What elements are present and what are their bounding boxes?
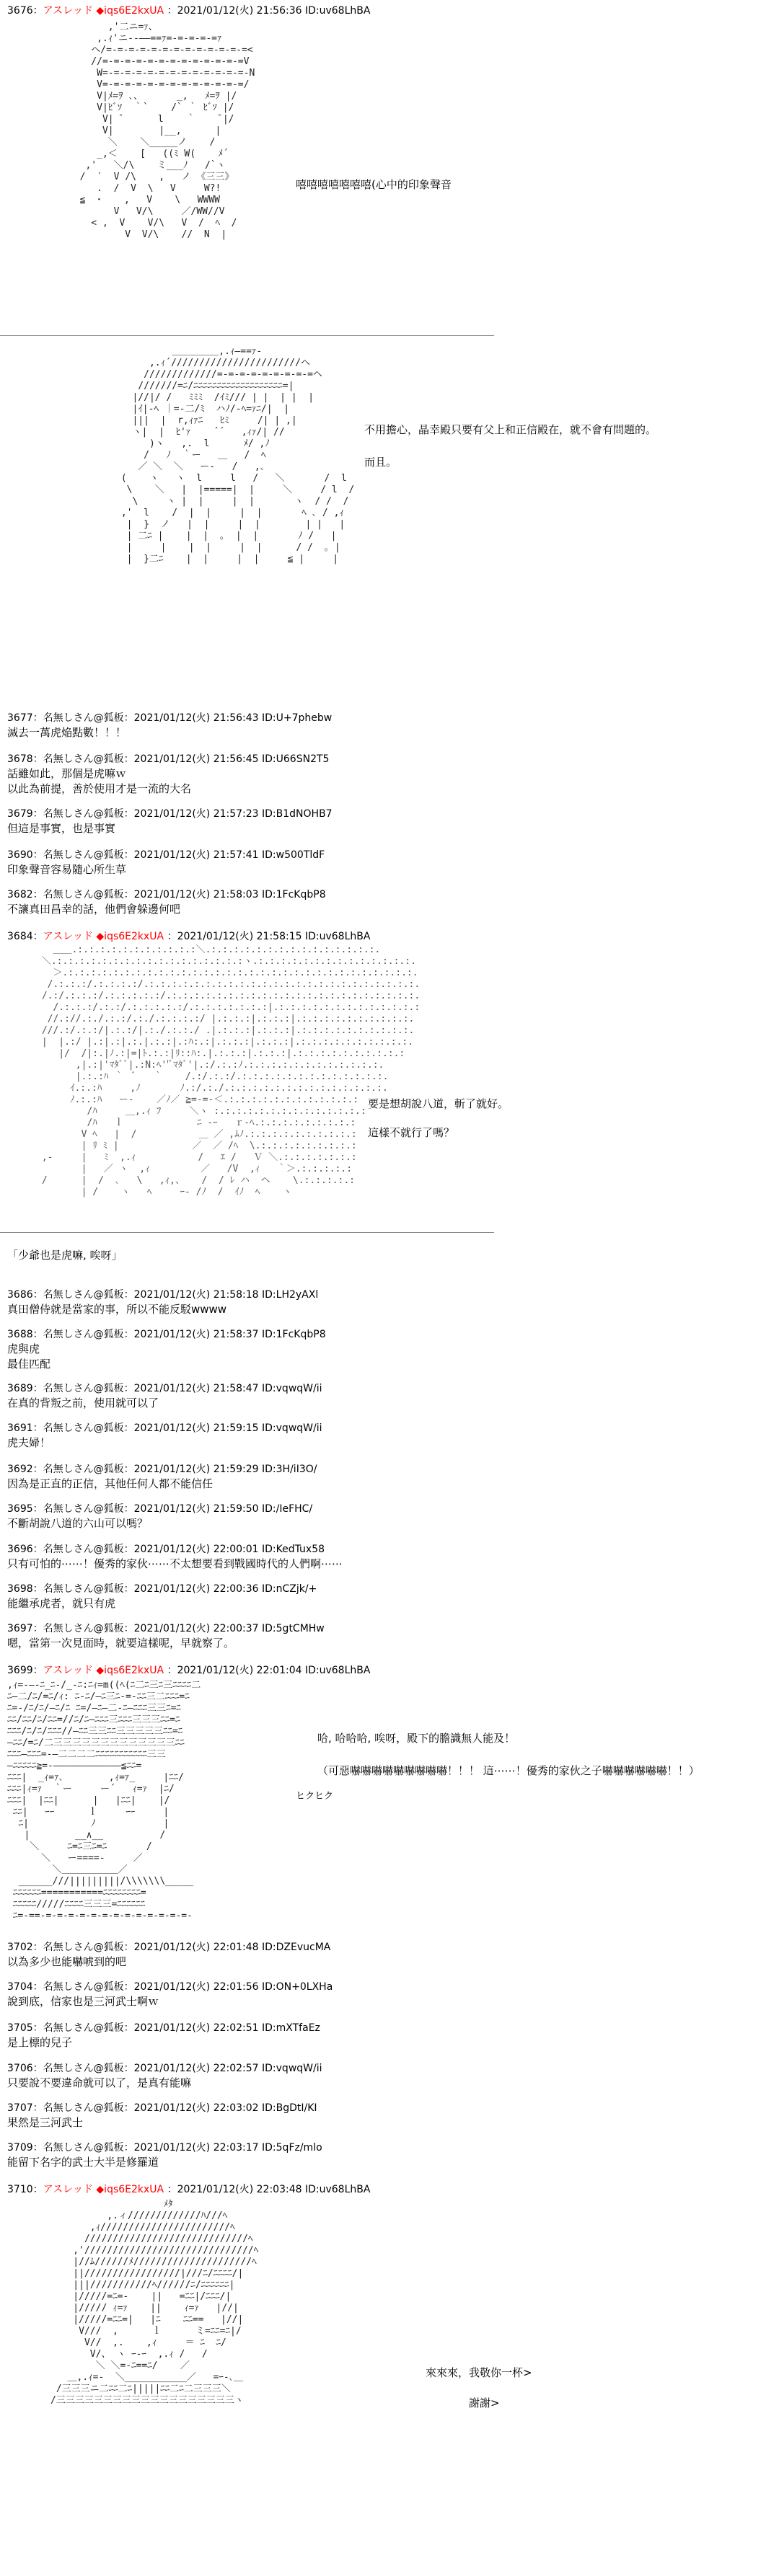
reply-3695	[7, 1501, 312, 1531]
post-line: 哈, 哈哈哈, 唉呀，殿下的膽識無人能及！	[317, 1732, 516, 1745]
reply-body: 真田僧侍就是當家的事，所以不能反駁wwww	[7, 1303, 227, 1316]
reply-header: 3695：名無しさん@狐板：2021/01/12(火) 21:59:50 ID:/IeFHC/	[7, 1503, 313, 1515]
reply-body: 但這是事實，也是事實	[7, 822, 116, 835]
reply-header: 3698：名無しさん@狐板：2021/01/12(火) 22:00:36 ID:nCZjk/+	[7, 1583, 317, 1595]
reply-body: 只要說不要違命就可以了，是真有能嘛	[7, 2076, 192, 2089]
reply-3697	[7, 1621, 325, 1650]
reply-body: 在真的背叛之前，使用就可以了	[7, 1397, 159, 1409]
reply-3679	[7, 806, 333, 836]
trip-code: ◆iqs6E2kxUA	[96, 931, 164, 942]
reply-3682	[7, 887, 326, 916]
post-line: 要是想胡說八道，斬了就好。	[368, 1097, 509, 1110]
post-number[interactable]: 3710	[7, 2184, 33, 2195]
post-header-3676: 3676：アスレッド ◆iqs6E2kxUA ：2021/01/12(火) 21:56:36 ID:uv68LhBA	[7, 5, 371, 17]
post-line: 來來來，我敬你一杯>	[426, 2366, 532, 2379]
reply-3706	[7, 2061, 322, 2090]
reply-header: 3691：名無しさん@狐板：2021/01/12(火) 21:59:15 ID:vqwqW/ii	[7, 1422, 322, 1434]
reply-header: 3702：名無しさん@狐板：2021/01/12(火) 22:01:48 ID:DZEvucMA	[7, 1942, 331, 1953]
reply-header: 3688：名無しさん@狐板：2021/01/12(火) 21:58:37 ID:1FcKqbP8	[7, 1329, 326, 1340]
reply-header: 3679：名無しさん@狐板：2021/01/12(火) 21:57:23 ID:B1dNOHB7	[7, 808, 333, 820]
reply-body: 不讓真田昌幸的話，他們會躲邊何吧	[7, 903, 181, 916]
reply-header: 3677：名無しさん@狐板：2021/01/12(火) 21:56:43 ID:U+7phebw	[7, 712, 333, 724]
post-line: 不用擔心，晶幸殿只要有父上和正信殿在，就不會有問題的。	[364, 423, 657, 436]
sound-effect: ヒクヒク	[296, 1791, 334, 1802]
reply-3691	[7, 1420, 322, 1450]
reply-3709	[7, 2140, 322, 2169]
reply-3689	[7, 1381, 322, 1410]
reply-body: 果然是三河武士	[7, 2116, 84, 2129]
reply-header: 3692：名無しさん@狐板：2021/01/12(火) 21:59:29 ID:3H/iI3O/	[7, 1464, 317, 1475]
reply-body: 虎與虎	[7, 1342, 40, 1355]
poster-name: アスレッド	[43, 2184, 93, 2195]
reply-header: 3709：名無しさん@狐板：2021/01/12(火) 22:03:17 ID:5qFz/mlo	[7, 2142, 322, 2154]
reply-header: 3707：名無しさん@狐板：2021/01/12(火) 22:03:02 ID:BgDtI/KI	[7, 2102, 317, 2114]
reply-header: 3690：名無しさん@狐板：2021/01/12(火) 21:57:41 ID:w500TldF	[7, 849, 325, 861]
post-meta: 2021/01/12(火) 22:03:48 ID:uv68LhBA	[177, 2184, 371, 2195]
reply-3677	[7, 710, 332, 740]
post-caption: 嘻嘻嘻嘻嘻嘻嘻(心中的印象聲音	[296, 178, 452, 191]
reply-header: 3704：名無しさん@狐板：2021/01/12(火) 22:01:56 ID:ON+0LXHa	[7, 1981, 333, 1993]
post-header-3684: 3684：アスレッド ◆iqs6E2kxUA ：2021/01/12(火) 21:58:15 ID:uv68LhBA	[7, 931, 371, 942]
reply-body: 滅去一萬虎焔點數！！！	[7, 726, 127, 739]
post-header-3710: 3710：アスレッド ◆iqs6E2kxUA ：2021/01/12(火) 22:03:48 ID:uv68LhBA	[7, 2184, 371, 2195]
reply-body: 虎夫婦！	[7, 1436, 51, 1449]
reply-3686	[7, 1287, 318, 1316]
ascii-art-character: ,'二ニ=ｧ、 ,.ｨ'ニ--――==ｧ=-=-=-=-=ｧ ヘ/=-=-=-=-=-=-=-=-=-=-=-=‐=< //=-=-=-=-=-=-=-=-=-=-=-=-=V W=-=-=-=-=-=-=-=-=-=-=-=-=-N V=-=-=-=-=-=-=-=-=-=-=-=-=/ V|ﾒ=ｦ ､、 _, ﾒ=ｦ |/ V|ﾋﾞｿ ｀` /` ｀ ﾋﾞｿ |/ V| ﾟ l ｀ ﾟ|/ V| |__, | ＼ ＼_____ノ / _,＜ [ ((ﾐ W( ﾒ´ ,' ＼/\ ミ___ﾉ /`ヽ / ′ V /\ , ノ 《三三》 . / V \ V W?! ≦ ･ , V \ WWWW V V/\ ／/WW//V < , V V/\ V / ﾍ / V V/\ // N |	[79, 22, 255, 240]
reply-body: 話雖如此，那個是虎嘛ｗ	[7, 767, 127, 780]
reply-body: 不斷胡說八道的六山可以嗎？	[7, 1517, 149, 1530]
reply-header: 3696：名無しさん@狐板：2021/01/12(火) 22:00:01 ID:KedTux58	[7, 1544, 325, 1555]
reply-body: 因為是正直的正信，其他任何人都不能信任	[7, 1477, 214, 1490]
reply-3702	[7, 1939, 330, 1969]
reply-header: 3678：名無しさん@狐板：2021/01/12(火) 21:56:45 ID:U66SN2T5	[7, 753, 330, 765]
post-header-3699: 3699：アスレッド ◆iqs6E2kxUA ：2021/01/12(火) 22:01:04 ID:uv68LhBA	[7, 1665, 371, 1676]
reply-3688	[7, 1327, 326, 1371]
post-meta: 2021/01/12(火) 22:01:04 ID:uv68LhBA	[177, 1665, 371, 1676]
poster-name: アスレッド	[43, 5, 93, 17]
reply-header: 3682：名無しさん@狐板：2021/01/12(火) 21:58:03 ID:1FcKqbP8	[7, 889, 326, 900]
reply-body: 是上標的兒子	[7, 2036, 73, 2049]
post-line: （可惡嚇嚇嚇嚇嚇嚇嚇嚇嚇！！！ 這⋯⋯！優秀的家伙之子嚇嚇嚇嚇嚇嚇！！）	[317, 1764, 700, 1777]
ascii-art-group: ＿＿＿＿＿,.ｨ―==ｧ- ,.ｨ´///////////////////////ヘ /////////////=-=-=-=-=-=-=-=-=ヘ ///////=ﾆ/ﾆﾆﾆﾆﾆﾆﾆﾆﾆﾆﾆﾆﾆﾆﾆﾆﾆﾆﾆ=| |//|/ / ﾐﾐﾐ /ｲﾐ/// | | | | | |ｲ|‐ﾍ ｜=‐二/ﾐ ハﾉ/‐ﾍ=ｧﾆ/| | ||| | r,ｨｧﾆ ﾋﾐ /| | ,| ヽ| | ﾋ'ｧ ´´ ,ｨｧ/| // )ヽ ,. l ﾒ/ ,ﾉ / ﾉ ｀ー ＿ / ﾍ ／ ＼ ＼ ー‐ / ,､ ( ヽ ヽ l l / ＼ / l \ ＼ | |=====| | ＼ / l / \ ヽ | | | | ヽ / / / ,' l / | | | | ﾍ ､ / ,ｨ | } ノ | | | | | | | | 二ﾆ | | | ｡ | | ﾉ / | | | | | | | / / ｡ | | }二ﾆ | | | | ≦ | |	[120, 346, 355, 565]
reply-header: 3706：名無しさん@狐板：2021/01/12(火) 22:02:57 ID:vqwqW/ii	[7, 2063, 322, 2074]
reply-header: 3705：名無しさん@狐板：2021/01/12(火) 22:02:51 ID:mXTfaEz	[7, 2022, 320, 2034]
poster-name: アスレッド	[43, 1665, 93, 1676]
reply-3690	[7, 847, 325, 877]
ascii-art-character: ﾒﾀ ,.ィ/////////////ﾊ///ﾍ ,ｨ///////////////////////ﾍ /////////////////////////////ﾍ ,'//////////////////////////////ﾍ |//ﾑ//////ﾒ/////////////////////ﾍ ||/////////////////|///ﾆ/ﾆﾆﾆﾆ/| |||///////////ﾍ//////ﾆ/ﾆﾆﾆﾆﾆﾆ| |/////=ﾆ=- || =ﾆﾆ|/ﾆﾆﾆ/| |///// ｨ=ｧ || ｨ=ｧ |//| |/////=ﾆﾆ=| |ﾆ ﾆﾆ== |//| V/// , ｌ ミ=ﾆﾆ=ﾆ|/ V// ,. ,ｨ ＝ ﾆ ﾆ/ V/、 ヽ ｰ-ｰ ,.ｨ / / ＼ ＼=‐ﾆ==ﾆ/ ／ ＿,.ｨ=- ＼___________／ =ｰ-､＿ /三三三ニ二ﾆﾆ二ﾆ|||||ﾆﾆ二ﾆ二三三三＼ /三三三三三三三三三三三三三三三三三三三ヽ	[50, 2199, 259, 2406]
ascii-art-character: ,ｨ=-―‐ﾆ_ﾆ-/_-ﾆ:ﾆｨ=m((ﾍ(ﾆ二ﾆ三ﾆ三ﾆﾆﾆﾆ二 ﾆ―二/ﾆ/=ﾆ/ｨ: ﾆ-ﾆ/―ﾆ三ﾆ‐=-ﾆﾆ三二ﾆﾆﾆ=ﾆ ﾆ=-/ﾆ/ﾆ/―ﾆ/ﾆ ﾆ=/―ﾆ―二-ﾆ―ﾆﾆﾆ三三ﾆ=ﾆ ﾆﾆ/ﾆﾆ/ﾆ/ﾆﾆ=//ﾆ/ﾆ―ﾆﾆﾆ三ﾆﾆﾆ三三三ﾆﾆ=ﾆ ﾆﾆﾆ/ﾆ/ﾆ/ﾆﾆﾆ//―ﾆﾆ三三ﾆﾆ三三三三三ﾆﾆ=ﾆ ―ﾆﾆ/=ﾆ/二三三三三三三三三三三三三三ﾆﾆ ﾆﾆﾆ―ﾆﾆﾆ=-―二二二二ﾆﾆﾆﾆﾆﾆﾆﾆﾆﾆﾆ三三 ―ﾆﾆﾆﾆﾆ≧=-――――――――――――≦ﾆﾆ= ﾆﾆﾆ| _ｨ=ｧ､ ,ｨ=ｧ_ |ﾆﾆ/ ﾆﾆﾆ|ｨ=ｧ ｀ー ー´ ｨ=ｧ |ﾆ/ ﾆﾆﾆ| |ﾆﾆ| | |ﾆﾆ| |/ ﾆﾆ| ｰｰ ｌ ｰｰ | ﾆ| ﾉ | | __∧__ / ＼ ﾆ=ﾆ三ﾆ=ﾆ / ＼ ー====‐ ／ ＼＿＿＿＿＿＿／ ______///|||||||||/\\\\\\\_____ ﾆﾆﾆﾆﾆﾆ===========ﾆﾆﾆﾆﾆﾆﾆﾆ= ﾆﾆﾆﾆﾆ/////ﾆﾆﾆﾆ三三三=ﾆﾆﾆﾆﾆﾆ ﾆ=-==-=-=-=-=-=-=-=-=-=-=-=-=-=-	[7, 1680, 201, 1921]
reply-body: 能留下名字的武士大半是修羅道	[7, 2156, 159, 2169]
reply-3692	[7, 1461, 317, 1491]
trip-code: ◆iqs6E2kxUA	[96, 1665, 164, 1676]
post-line: 而且。	[364, 456, 397, 469]
reply-body: 嗯，當第一次見面時，就要這樣呢，早就察了。	[7, 1637, 235, 1650]
reply-body: 印象聲音容易隨心所生草	[7, 863, 127, 876]
reply-body: 以此為前提，善於使用才是一流的大名	[7, 782, 192, 795]
ascii-art-character: ＿＿.:.:.:.:.:.:.:.:.:.:.:＼.:.:.:.:.:.:.:.:.:.:.:.:.:.:.:. ＼.:.:.:.:.:.:.:.:.:.:.:.:.:.:.:.:.:ヽ.:.:.:.:.:.:.:.:.:.:.:.:.:.:. ＞.:.:.:.:.:.:.:.:.:.:.:.:.:.:.:.:.:.:.:.:.:.:.:.:.:.:.:.:.:.:.:. /.:.:.:/.:.:.:.:/.:.:.:.:.:.:.:.:.:.:.:.:.:.:.:.:.:.:.:.:.:.:.:.:. /.:/.:.:.:/.:.:.:.:.:/.:.:.:.:.:.:.:.:.:.:.:.:.:.:.:.:.:.:.:.:.:.:. /.:.:.:/.:.:/.:.:.:.:.:/.:.:.:.:.:.:.:|.:.:.:.:.:.:.:.:.:.:.:.:.: //.://.:./.:.:/.:./.:.:.:.:/ |.:.:.:|.:.:.:|.:.:.:.:.:.:.:.:.:.:. ///.:/.:.:/|.:.:/|.:./.:.:./ .|.:.:.:|.:.:.:|.:.:.:.:.:.:.:.:.:.:. | |.:/ |.:|.:|.:.|.:.:|.:ﾊ:.:|.:.:.:|.:.:.:|.:.:.:.:.:.:.:.:.:.:. |/ /|:.|ﾉ.:|=|ﾄ.:.:|ﾘ::ﾊ:.|.:.:.:|.:.:.:|.:.:.:.:.:.:.:.:.:.: ,|.:|'ﾏﾀﾞﾞ|.:N:ﾍ''ﾞﾏﾀﾞ'|.:/.:.:ﾉ.:.:.:.:.:.:.:.:.:.:.:.:. |.:.:ﾊ ｀ ﾞ ｀ /.:/.:.:/.:.:.:.:.:.:.:.:.:.:.:.:.:. ｲ.:.:ﾊ ,ﾉ ﾉ.:/.:./.:.:.:.:.:.:.:.:.:.:.:.:.:.:. ﾉ.:.:ﾊ ー‐ ／ﾉ／ ≧=-=-＜.:.:.:.:.:.:.:.:.:.:.:.: /ﾊ ＿,.ｨ ﾌ ＼ヽ :.:.:.:.:.:.:.:.:.:.:.:.:.: /ﾊ ｌ ﾆ ‐ｰ ｒ‐ﾍ.:.:.:.:.:.:.:.:.: V ﾍ | / ＿ ／ ,ﾑﾉ.:.:.:.:.:.:.:.:.:.: | ﾘ ﾐ | ／ ／ /ﾍ \.:.:.:.:.:.:.:.:.: ,- | ﾐ ,.ｨ / ｴ / Ｖ ＼.:.:.:.:.:.:.: | ／ ヽ ,ｨ ／ /V ,ｨ ｀＞.:.:.:.:.: / | / ､ \ ,ｨ,、 / / ﾚ ハ ヘ \.:.:.:.:.: | / ヽ ﾍ ｰ- /ﾉ / ｲﾉ ﾍ ヽ	[41, 944, 421, 1198]
reply-3707	[7, 2100, 317, 2130]
post-line: 這樣不就行了嗎？	[368, 1126, 455, 1139]
trip-code: ◆iqs6E2kxUA	[96, 2184, 164, 2195]
reply-header: 3697：名無しさん@狐板：2021/01/12(火) 22:00:37 ID:5gtCMHw	[7, 1623, 325, 1634]
reply-3705	[7, 2020, 320, 2050]
reply-body: 以為多少也能嚇唬到的吧	[7, 1955, 127, 1968]
post-meta: 2021/01/12(火) 21:56:36 ID:uv68LhBA	[177, 5, 371, 17]
poster-name: アスレッド	[43, 931, 93, 942]
section-divider	[0, 1232, 494, 1233]
reply-body: 只有可怕的⋯⋯！優秀的家伙⋯⋯不太想要看到戰國時代的人們啊⋯⋯	[7, 1557, 343, 1570]
reply-3704	[7, 1979, 333, 2009]
post-number[interactable]: 3676	[7, 5, 33, 17]
post-number[interactable]: 3684	[7, 931, 33, 942]
post-number[interactable]: 3699	[7, 1665, 33, 1676]
reply-body: 能繼承虎者，就只有虎	[7, 1597, 116, 1610]
reply-3696	[7, 1541, 343, 1571]
trip-code: ◆iqs6E2kxUA	[96, 5, 164, 17]
post-line: 「少爺也是虎嘛, 唉呀」	[7, 1249, 123, 1262]
reply-header: 3689：名無しさん@狐板：2021/01/12(火) 21:58:47 ID:vqwqW/ii	[7, 1383, 322, 1394]
reply-3698	[7, 1581, 317, 1611]
post-line: 謝謝>	[469, 2396, 500, 2409]
reply-body: 最佳匹配	[7, 1358, 51, 1371]
reply-header: 3686：名無しさん@狐板：2021/01/12(火) 21:58:18 ID:LH2yAXl	[7, 1289, 319, 1301]
reply-3678	[7, 751, 329, 796]
section-divider	[0, 335, 494, 336]
post-meta: 2021/01/12(火) 21:58:15 ID:uv68LhBA	[177, 931, 371, 942]
reply-body: 說到底，信家也是三河武士啊ｗ	[7, 1995, 159, 2008]
